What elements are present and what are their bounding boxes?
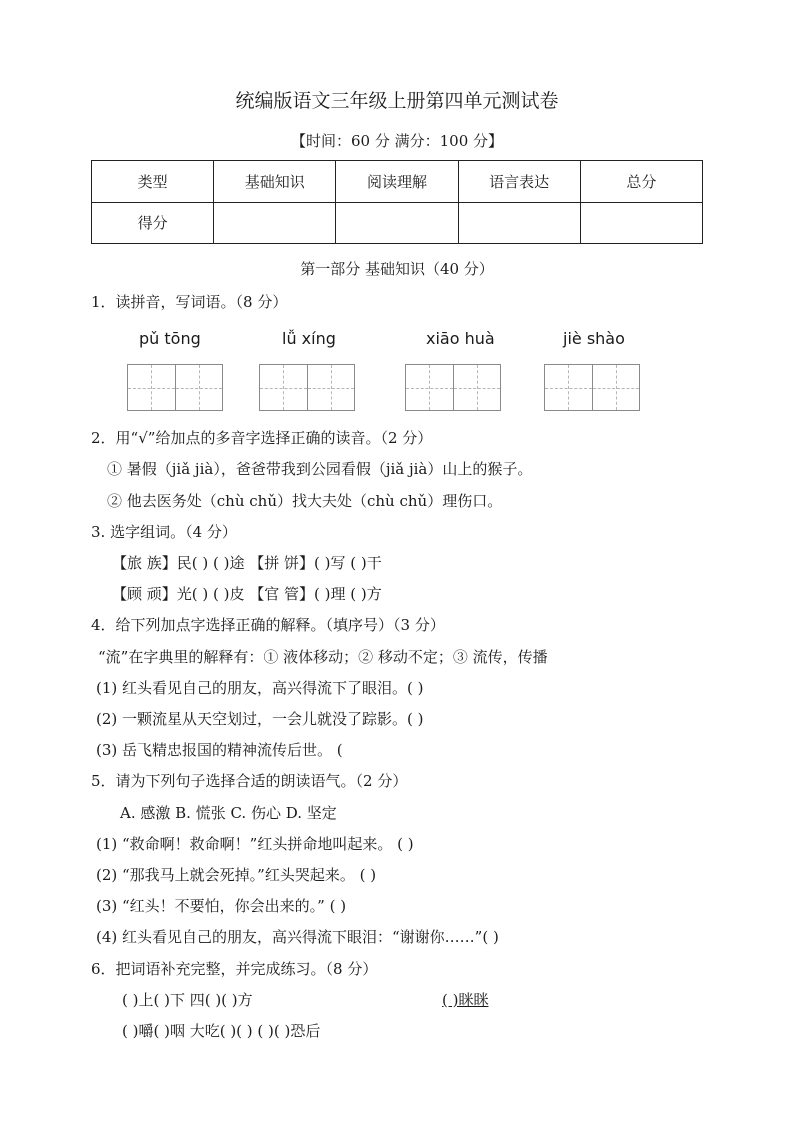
question-5-title: 5．请为下列句子选择合适的朗读语气。（2 分） [91,772,408,790]
score-cell [336,202,458,244]
score-row-label: 得分 [92,202,214,244]
table-header-cell: 语言表达 [458,161,580,203]
question-item: (4) 红头看见自己的朋友，高兴得流下眼泪：“谢谢你……”( ) [96,928,499,946]
question-2-title: 2．用“√”给加点的多音字选择正确的读音。（2 分） [91,429,433,447]
question-item: ① 暑假（jiǎ jià），爸爸带我到公园看假（jiǎ jià）山上的猴子。 [107,460,533,478]
exam-info: 【时间：60 分 满分：100 分】 [290,132,504,150]
question-item: ( )上( )下 四( )( )方 [122,991,253,1009]
question-item: (1) 红头看见自己的朋友，高兴得流下了眼泪。( ) [96,679,424,697]
question-item: ② 他去医务处（chù chǔ）找大夫处（chù chǔ）理伤口。 [107,492,503,510]
table-row [92,202,703,244]
pinyin-label: jiè shào [563,329,625,348]
answer-options: A. 感激 B. 慌张 C. 伤心 D. 坚定 [120,804,337,822]
pinyin-label: pǔ tōng [139,329,201,348]
question-1-title: 1．读拼音，写词语。（8 分） [91,293,288,311]
pinyin-label: xiāo huà [426,329,495,348]
question-item: ( )眯眯 [442,991,489,1009]
writing-grid[interactable] [405,364,501,411]
question-6-title: 6．把词语补充完整，并完成练习。（8 分） [91,960,378,978]
table-header-cell: 类型 [92,161,214,203]
score-cell [580,202,702,244]
question-item: (2) 一颗流星从天空划过，一会儿就没了踪影。( ) [96,710,424,728]
score-cell [458,202,580,244]
question-item: (3) 岳飞精忠报国的精神流传后世。 ( [96,741,343,759]
writing-grid[interactable] [127,364,223,411]
question-4-title: 4．给下列加点字选择正确的解释。（填序号）（3 分） [91,616,445,634]
pinyin-label: lǚ xíng [282,329,336,348]
table-row [92,161,703,203]
question-item: (3) “红头！不要怕，你会出来的。” ( ) [96,897,347,915]
table-header-cell: 基础知识 [214,161,336,203]
writing-grid[interactable] [544,364,640,411]
table-header-cell: 总分 [580,161,702,203]
score-table [91,160,703,244]
score-cell [214,202,336,244]
section-title: 第一部分 基础知识（40 分） [300,260,494,278]
writing-grid[interactable] [259,364,355,411]
table-header-cell: 阅读理解 [336,161,458,203]
question-item: ( )嚼( )咽 大吃( )( ) ( )( )恐后 [122,1022,321,1040]
question-item: 【顾 顽】光( ) ( )皮 【官 管】( )理 ( )方 [112,585,382,603]
question-item: 【旅 族】民( ) ( )途 【拼 饼】( )写 ( )干 [112,554,382,572]
question-item: (1) “救命啊！救命啊！”红头拼命地叫起来。 ( ) [96,835,414,853]
question-item: (2) “那我马上就会死掉。”红头哭起来。 ( ) [96,866,377,884]
question-3-title: 3. 选字组词。（4 分） [91,523,237,541]
question-intro: “流”在字典里的解释有：① 液体移动；② 移动不定；③ 流传，传播 [98,648,548,666]
page-title: 统编版语文三年级上册第四单元测试卷 [235,90,559,112]
